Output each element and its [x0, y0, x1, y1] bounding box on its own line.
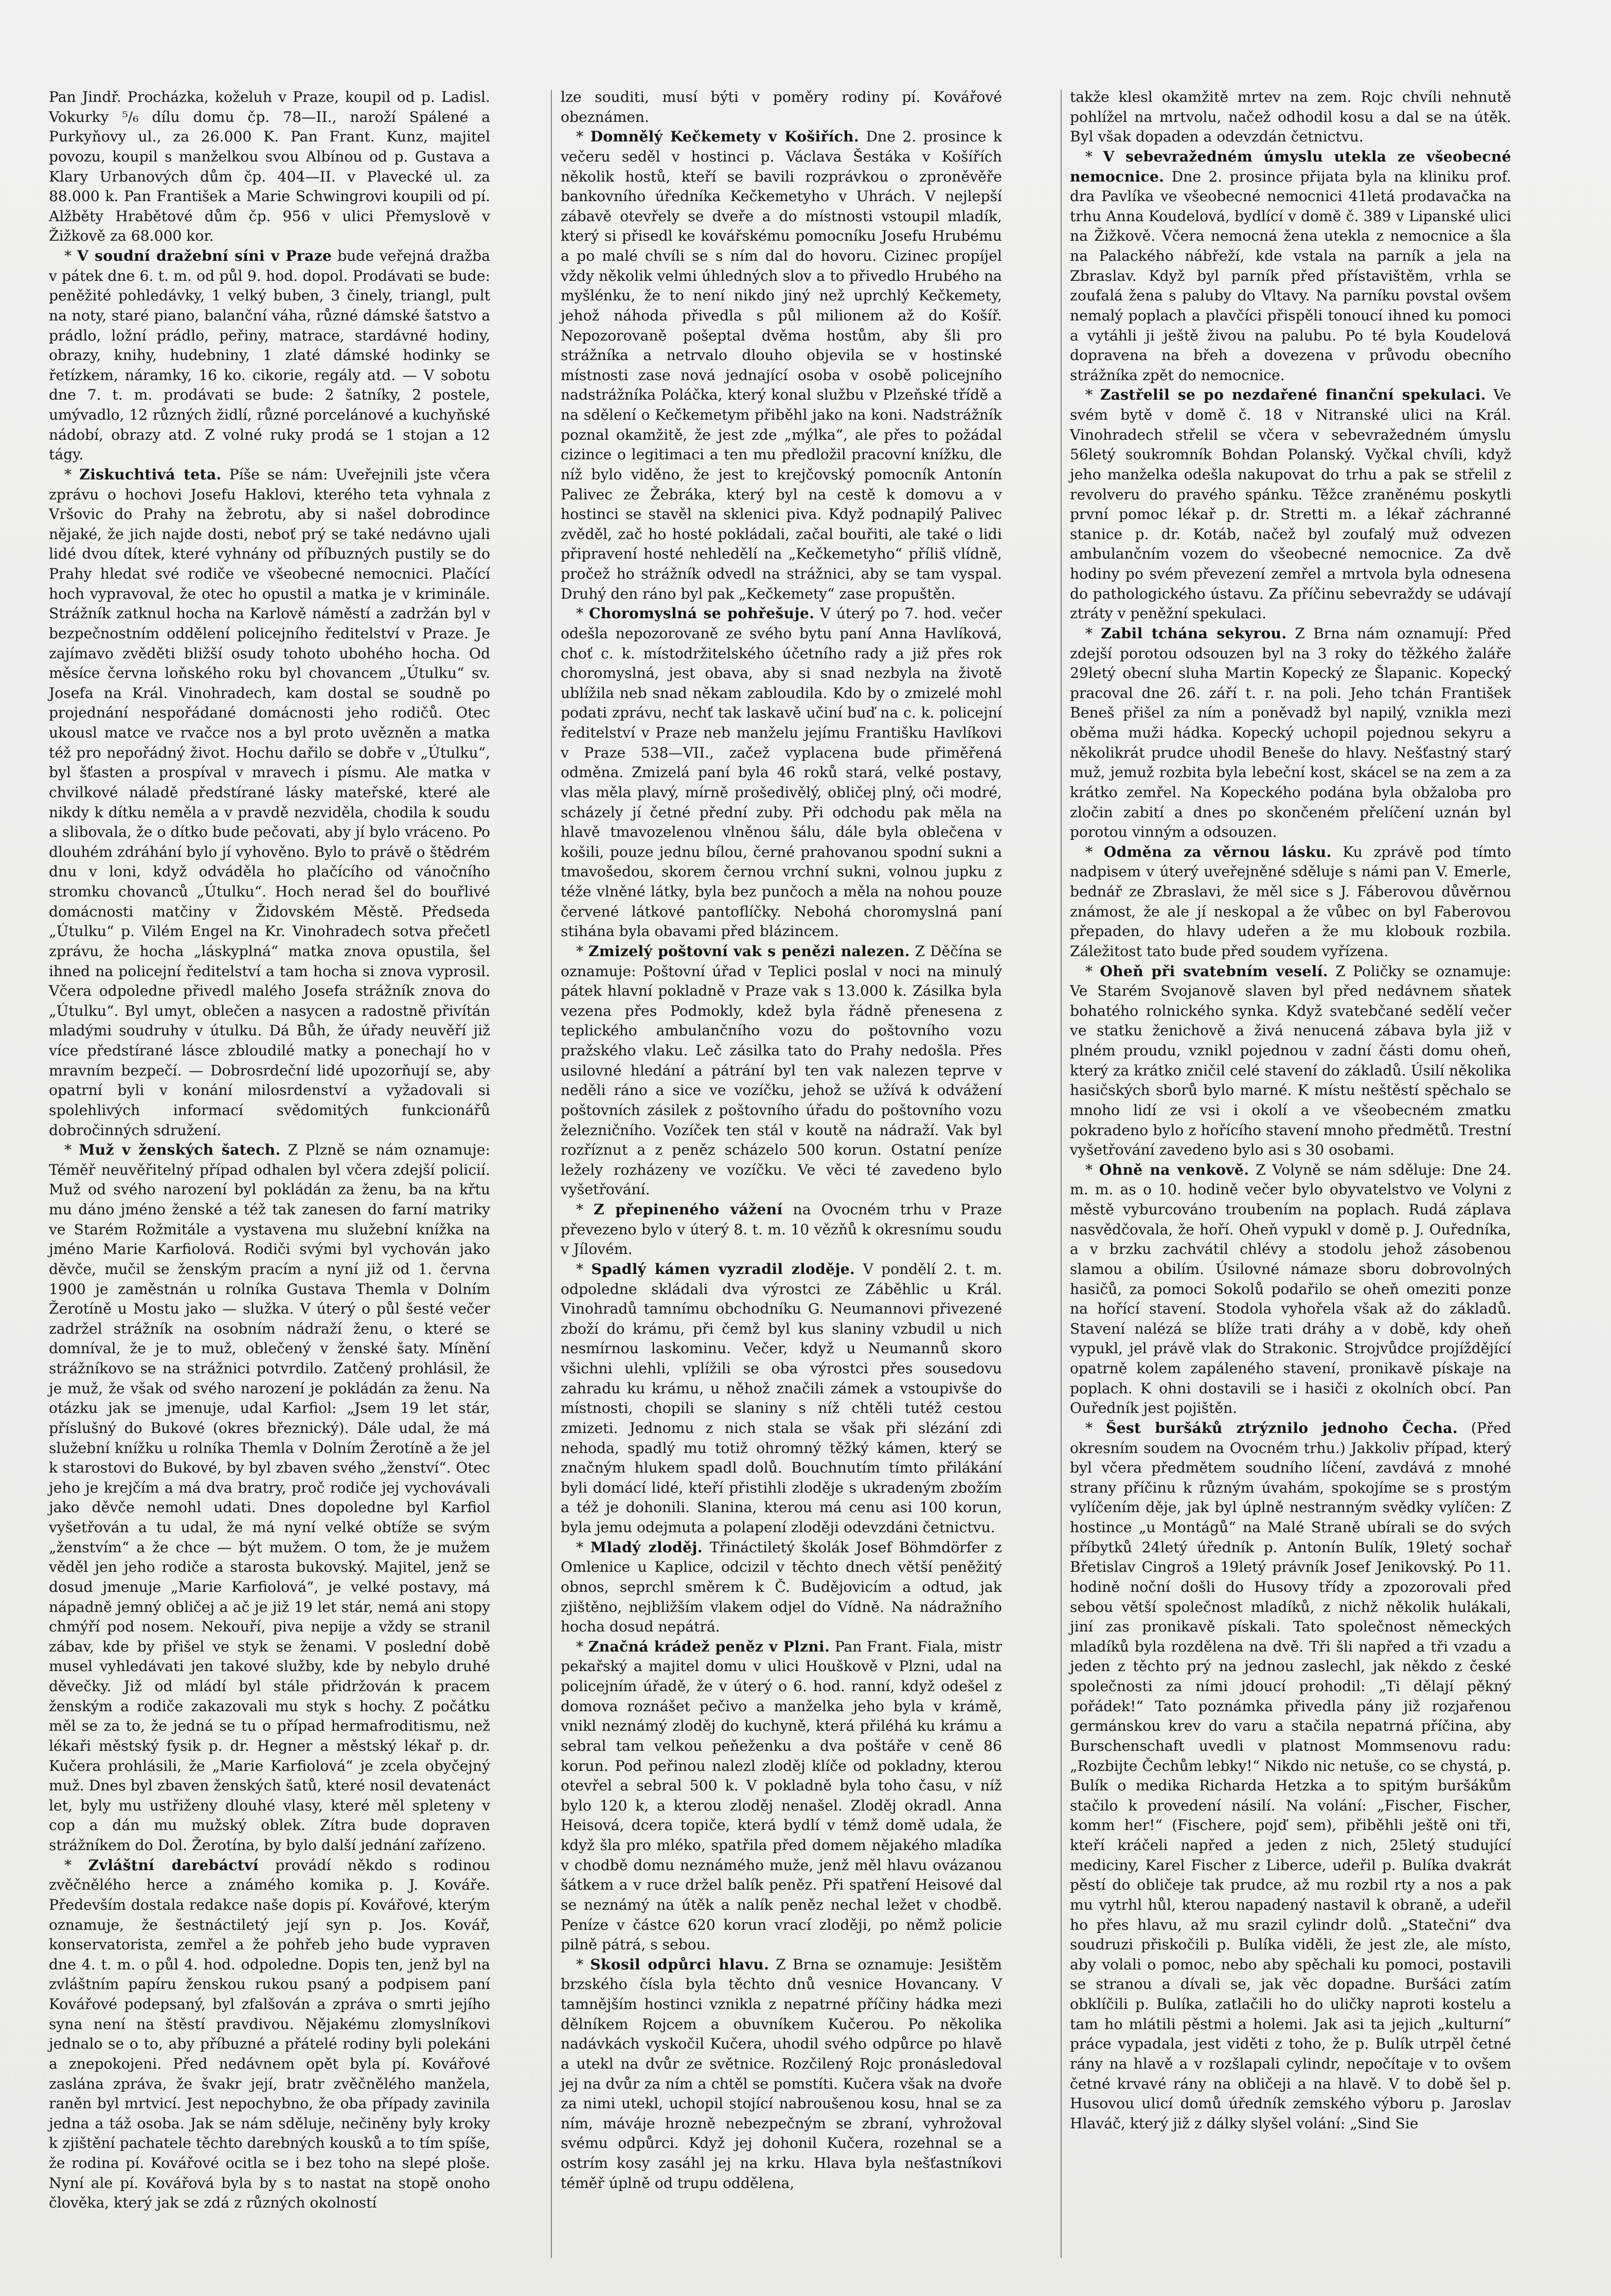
column-rule [1061, 90, 1062, 2258]
article-heading: Skosil odpůrci hlavu. [590, 1956, 769, 1973]
article-heading: Zvláštní darebáctví [88, 1856, 259, 1874]
article-text: Dne 2. prosince přijata byla na kliniku prof. dra Pavlíka ve všeobecné nemocnici 41letá prodavačka na trhu Anna Koudelová, bydlící v domě č. 389 v Lipanské ulici na Žižkově. Včera nemocná žena utekla z nemocnice a šla na Palackého nábřeží, kde vstala na parník a jela na Zbraslav. Když byl parník před přístavištěm, vrhla se zoufalá žena s paluby do Vltavy. Na parníku povstal ovšem nemalý poplach a plavčíci přispěli tonoucí ihned ku pomoci a vytáhli ji ještě živou na palubu. Po té byla Koudelová dopravena na břeh a dovezena v průvodu obecního strážníka zpět do nemocnice. [1070, 168, 1511, 384]
article-heading: Odměna za věrnou lásku. [1103, 843, 1332, 860]
article-text: bude veřejná dražba v pátek dne 6. t. m. od půl 9. hod. dopol. Prodávati se bude: peněžité pohledávky, 1 velký buben, 3 činely, triangl, pult na noty, staré piano, balanční váha, různé dámské šatstvo a prádlo, ložní prádlo, peřiny, matrace, stardávné hodiny, obrazy, knihy, hudebniny, 1 zlaté dámské hodinky se řetízkem, náramky, 16 ko. cikorie, regály atd. — V sobotu dne 7. t. m. prodávati se bude: 2 šatníky, 2 postele, umývadlo, 12 různých židlí, různé porcelánové a kuchyňské nádobí, obrazy atd. Z volné ruky prodá se 1 stojan a 12 tágy. [49, 247, 490, 463]
article-text: lze souditi, musí býti v poměry rodiny pí. Kovářové obeznámen. [561, 88, 1002, 125]
news-paragraph: * Spadlý kámen vyzradil zloděje. V pondělí 2. t. m. odpoledne skládali dva výrostci ze Záběhlic u Král. Vinohradů tamnímu obchodníku G. Neumannovi přivezené zboží do krámu, při čemž byl kus slaniny vzbudil u nich nesmírnou laskominu. Večer, když u Neumannů skoro všichni ulehli, vplížili se oba výrostci přes sousedovu zahradu ku krámu, u něhož značili zámek a vstoupivše do místnosti, chopili se slaniny s níž chtěli tutéž cestou zmizeti. Jednomu z nich stala se však při slézání zdi nehoda, spadlý mu totiž ohromný těžký kámen, který se značným hlukem spadl dolů. Bouchnutím tímto přilákání byli domácí lidé, kteří přistihli zloděje s ukradeným zbožím a též je dohonili. Slanina, kterou má cenu asi 100 korun, byla jemu odejmuta a polapení zloději odevzdáni četnictvu. [561, 1260, 1002, 1536]
news-paragraph: * Zmizelý poštovní vak s penězi nalezen. Z Děčína se oznamuje: Poštovní úřad v Teplici poslal v noci na minulý pátek hlavní pokladně v Praze vak s 13.000 k. Zásilka byla vezena přes Podmokly, kdež byla řádně přenesena z teplického ambulančního vozu do poštovního vozu pražského vlaku. Leč zásilka tato do Prahy nedošla. Přes usilovné hledání a pátrání byl ten vak nalezen teprve v neděli ráno a sice ve vozíčku, jehož se užívá k odvážení poštovních zásilek z poštovního úřadu do poštovního vozu železničního. Vozíček ten stál v koutě na nádraží. Vak byl rozříznut a z peněz scházelo 500 korun. Ostatní peníze ležely rozházeny ve vozíčku. Ve věci té zavedeno bylo vyšetřování. [561, 942, 1003, 1198]
article-text: Z Plzně se nám oznamuje: Téměř neuvěřitelný případ odhalen byl včera zdejší policií. Muž od svého narození byl pokládán za ženu, ba na křtu mu dáno jméno ženské a též tak zanesen do farní matriky ve Starém Rožmitále a vystavena mu služební knížka na jméno Marie Karfiolová. Rodiči svými byl vychován jako děvče, mučil se ženským pracím a nyní již od 1. června 1900 je zaměstnán u rolníka Gustava Themla v Dolním Žerotíně u Mostu jako — služka. V úterý o půl šesté večer zadržel strážník na osobním nádraží ženu, o které se domníval, že je to muž, oblečený v ženské šaty. Mínění strážníkovo se na strážnici potvrdilo. Zatčený prohlásil, že je muž, že však od svého narození je pokládán za ženu. Na otázku jak se jmenuje, udal Karfiol: „Jsem 19 let stár, příslušný do Bukové (okres březnický). Dále udal, že má služební knížku u rolníka Themla v Dolním Žerotíně a že jel k starostovi do Bukové, by byl zbaven svého „ženství“. Otec jeho je krejčím a má dva bratry, proč rodiče jej vychovávali jako děvče nemohl udati. Dnes dopoledne byl Karfiol vyšetřován a tu udal, že má nyní velké obtíže se svým „ženstvím“ a že chce — být mužem. O tom, že je mužem věděl jen jeho rodiče a starosta bukovský. Majitel, jenž se dosud jmenuje „Marie Karfiolová“, je velké postavy, má nápadně jemný obličej a ač je již 19 let stár, nemá ani stopy chmýří pod nosem. Nekouří, piva nepije a vždy se stranil zábav, kde by přišel ve styk se ženami. V poslední době musel vyhledávati jen takové služby, kde by nebylo druhé děvečky. Již od mládí byl stále přidržován k pracem ženským a rodiče zakazovali mu styk s hochy. Z počátku měl se za to, že jedná se tu o případ hermafroditismu, než lékaři městský fysik p. dr. Hegner a městský lékař p. dr. Kučera prohlásili, že „Marie Karfiolová“ je zcela obyčejný muž. Dnes byl zbaven ženských šatů, které nosil devatenáct let, byly mu ustřiženy dlouhé vlasy, které měl spleteny v cop a dán mu mužský oblek. Zítra bude dopraven strážníkem do Dol. Žerotína, by bylo další jednání zařízeno. [49, 1141, 490, 1854]
article-heading: V sebevražedném úmyslu utekla ze všeobecné nemocnice. [1070, 148, 1511, 185]
column-3 [1070, 87, 1511, 2133]
article-text: Z Děčína se oznamuje: Poštovní úřad v Teplici poslal v noci na minulý pátek hlavní pokladně v Praze vak s 13.000 k. Zásilka byla vezena přes Podmokly, kdež byla řádně přenesena z teplického ambulančního vozu do poštovního vozu pražského vlaku. Leč zásilka tato do Prahy nedošla. Přes usilovné hledání a pátrání byl ten vak nalezen teprve v neděli ráno a sice ve vozíčku, jehož se užívá k odvážení poštovních zásilek z poštovního úřadu do poštovního vozu železničního. Vozíček ten stál v koutě na nádraží. Vak byl rozříznut a z peněz scházelo 500 korun. Ostatní peníze ležely rozházeny ve vozíčku. Ve věci té zavedeno bylo vyšetřování. [561, 942, 1003, 1198]
article-heading: Domnělý Kečkemety v Košiřích. [590, 128, 860, 146]
article-heading: Oheň při svatebním veselí. [1100, 962, 1328, 980]
article-heading: Muž v ženských šatech. [79, 1141, 281, 1159]
article-text: na Ovocném trhu v Praze převezeno bylo v úterý 8. t. m. 10 vězňů k okresnímu soudu v Jílovém. [561, 1201, 1002, 1258]
news-paragraph: * Choromyslná se pohřešuje. V úterý po 7. hod. večer odešla nepozorovaně ze svého bytu paní Anna Havlíková, choť c. k. místodržitelského účetního rady a již přes rok choromyslná, jest obava, aby si snad nezbyla na životě ublížila neb snad někam zabloudila. Kdo by o zmizelé mohl podati zprávu, nechť tak laskavě učiní buď na c. k. policejní ředitelství v Praze neb manželu jejímu Františku Havlíkovi v Praze 538—VII., začež vyplacena bude přiměřená odměna. Zmizelá paní byla 46 roků stará, velké postavy, vlas měla plavý, mírně prošedivělý, obličej plný, oči modré, scházely jí četné přední zuby. Při odchodu pak měla na hlavě tmavozelenou vlněnou šálu, dále byla oblečena v košili, pouze jednu bílou, černé prahovanou spodní sukni a tmavošedou, skorem černou vrchní sukni, volnou jupku z téže vlněné látky, byla bez punčoch a měla na nohou pouze červené látkové pantoflíčky. Nebohá choromyslná paní stihána byla obavami před blázincem. [561, 605, 1002, 940]
news-paragraph [561, 87, 1002, 127]
news-paragraph: * Skosil odpůrci hlavu. Z Brna se oznamuje: Jesištěm brzského čísla byla těchto dnů vesnice Hovancany. V tamnějším hostinci vznikla z nepatrné příčiny hádka mezi dělníkem Rojcem a obuvníkem Kučerou. Po několika nadávkách vyskočil Kučera, uhodil svého odpůrce po hlavě a utekl na dvůr ze světnice. Rozčilený Rojc pronásledoval jej na dvůr za ním a chtěl se pomstíti. Kučera však na dvoře za nimi utekl, uchopil stojící nabroušenou kosu, hnal se za ním, máváje hrozně nebezpečným se zbraní, vyhrožoval svému odpůrci. Když jej dohonil Kučera, rozehnal se a ostrím kosy zasáhl jej na krku. Hlava byla nešťastníkovi téměř úplně od trupu oddělena, [561, 1956, 1002, 2192]
article-text: Z Poličky se oznamuje: Ve Starém Svojanově slaven byl před nedávnem sňatek bohatého rolnického synka. Když svatebčané sedělí večer ve statku ženichově a živá nenucená zábava byla již v plném proudu, vznikl pojednou v zadní části domu oheň, který za krátko zničil celé stavení do základů. Úsilí několika hasičských sborů bylo marné. K místu neštěstí spěchalo se mnoho lidí ze vsi i okolí a ve všeobecném zmatku pokradeno bylo z hořícího stavení mnoho předmětů. Trestní vyšetřování zavedeno bylo asi s 30 osobami. [1070, 962, 1511, 1159]
article-text: Třináctiletý školák Josef Böhmdörfer z Omlenice u Kaplice, odcizil v těchto dnech větší peněžitý obnos, seprchl směrem k Č. Budějovicím a odtud, jak zjištěno, nejbližším vlakem odjel do Vídně. Na nádražního hocha dosud nepátrá. [561, 1538, 1003, 1636]
article-heading: Šest buršáků ztrýznilo jednoho Čecha. [1105, 1419, 1458, 1437]
article-heading: Ohně na venkově. [1099, 1161, 1249, 1178]
article-heading: V soudní dražební síni v Praze [77, 247, 332, 264]
article-heading: Z přepineného vážení [594, 1201, 783, 1218]
news-paragraph: * Mladý zloděj. Třináctiletý školák Josef Böhmdörfer z Omlenice u Kaplice, odcizil v těchto dnech větší peněžitý obnos, seprchl směrem k Č. Budějovicím a odtud, jak zjištěno, nejbližším vlakem odjel do Vídně. Na nádražního hocha dosud nepátrá. [561, 1538, 1003, 1636]
news-paragraph: * Odměna za věrnou lásku. Ku zprávě pod tímto nadpisem v úterý uveřejněné sděluje s námi pan V. Emerle, bednář ze Zbraslavi, že měl sice s J. Fáberovou důvěrnou známost, že ale jí neskopal a že vůbec on byl Faberovou přepaden, do hlavy udeřen a že mu klobouk rozbila. Záležitost tato bude před soudem vyřízena. [1070, 843, 1511, 960]
news-paragraph: * Oheň při svatebním veselí. Z Poličky se oznamuje: Ve Starém Svojanově slaven byl před nedávnem sňatek bohatého rolnického synka. Když svatebčané sedělí večer ve statku ženichově a živá nenucená zábava byla již v plném proudu, vznikl pojednou v zadní části domu oheň, který za krátko zničil celé stavení do základů. Úsilí několika hasičských sborů bylo marné. K místu neštěstí spěchalo se mnoho lidí ze vsi i okolí a ve všeobecném zmatku pokradeno bylo z hořícího stavení mnoho předmětů. Trestní vyšetřování zavedeno bylo asi s 30 osobami. [1070, 962, 1511, 1159]
article-text: V úterý po 7. hod. večer odešla nepozorovaně ze svého bytu paní Anna Havlíková, choť c. k. místodržitelského účetního rady a již přes rok choromyslná, jest obava, aby si snad nezbyla na životě ublížila neb snad někam zabloudila. Kdo by o zmizelé mohl podati zprávu, nechť tak laskavě učiní buď na c. k. policejní ředitelství v Praze neb manželu jejímu Františku Havlíkovi v Praze 538—VII., začež vyplacena bude přiměřená odměna. Zmizelá paní byla 46 roků stará, velké postavy, vlas měla plavý, mírně prošedivělý, obličej plný, oči modré, scházely jí četné přední zuby. Při odchodu pak měla na hlavě tmavozelenou vlněnou šálu, dále byla oblečena v košili, pouze jednu bílou, černé prahovanou spodní sukni a tmavošedou, skorem černou vrchní sukni, volnou jupku z téže vlněné látky, byla bez punčoch a měla na nohou pouze červené látkové pantoflíčky. Nebohá choromyslná paní stihána byla obavami před blázincem. [561, 605, 1002, 940]
news-paragraph: * Domnělý Kečkemety v Košiřích. Dne 2. prosince k večeru seděl v hostinci p. Václava Šestáka v Košířích několik hostů, kteří se bavili rozprávkou o zproněvěře bankovního úředníka Kečkemetyho v Uhrách. V nejlepší zábavě otevřely se dveře a do místnosti vstoupil mladík, který si přisedl ke kovářskému pomocníku Josefu Hrubému a po malé chvíli se s ním dal do hovoru. Cizinec propíjel vždy několik velmi úhledných slov a to přivedlo Hrubého na myšlénku, že to není nikdo jiný než uprchlý Kečkemety, jehož náhoda přivedla s půl milionem až do Košíř. Nepozorovaně pošeptal dvěma hostům, aby šli pro strážníka a netrvalo dlouho objevila se v hostinské místnosti zase nová jednající osoba v osobě policejního nadstrážníka Poláčka, který konal službu v Plzeňské třídě a na sdělení o Kečkemetym přiběhl jako na koni. Nadstrážník poznal okamžitě, že jest zde „mýlka“, ale přes to požádal cizince o legitimaci a ten mu předložil pracovní knížku, dle níž bylo viděno, že jest to krejčovský pomocník Antonín Palivec ze Žebráka, který byl na cestě k domovu a v hostinci se stavěl na sklenici piva. Když podnapilý Palivec zvěděl, zač ho hosté pokládali, začal bouřiti, ale také o lidi připravení hosté nehledělí na „Kečkemetyho“ příliš vlídně, pročež ho strážník odvedl na strážnici, aby se tam vyspal. Druhý den ráno byl pak „Kečkemety“ zase propuštěn. [561, 128, 1002, 602]
article-heading: Choromyslná se pohřešuje. [589, 605, 815, 622]
news-paragraph: * V sebevražedném úmyslu utekla ze všeobecné nemocnice. Dne 2. prosince přijata byla na kliniku prof. dra Pavlíka ve všeobecné nemocnici 41letá prodavačka na trhu Anna Koudelová, bydlící v domě č. 389 v Lipanské ulici na Žižkově. Včera nemocná žena utekla z nemocnice a šla na Palackého nábřeží, kde vstala na parník a jela na Zbraslav. Když byl parník před přístavištěm, vrhla se zoufalá žena s paluby do Vltavy. Na parníku povstal ovšem nemalý poplach a plavčíci přispěli tonoucí ihned ku pomoci a vytáhli ji ještě živou na palubu. Po té byla Koudelová dopravena na břeh a dovezena v průvodu obecního strážníka zpět do nemocnice. [1070, 148, 1511, 384]
article-heading: Ziskuchtivá teta. [79, 465, 222, 483]
article-heading: Mladý zloděj. [590, 1538, 703, 1556]
news-paragraph: * Šest buršáků ztrýznilo jednoho Čecha. (Před okresním soudem na Ovocném trhu.) Jakkoliv případ, který byl včera předmětem soudního líčení, zavdává z mnohé strany příčinu k různým úvahám, spokojíme se s prostým vylíčením děje, jak byl úplně nestranným svědky vylíčen: Z hostince „u Montágů“ na Malé Straně ubírali se do svých příbytků 24letý úředník p. Antonín Bulík, 19letý sochař Břetislav Cingroš a 19letý právník Josef Jenikovský. Po 11. hodině noční došli do Husovy třídy a zpozorovali před sebou větší společnost mladíků, z nichž několik hulákali, jiní zas pronikavě pískali. Tato společnost německých mladíků byla rozdělena na dvě. Tři šli napřed a tři vzadu a jeden z těchto prý na jednou zaslechl, jak někdo z české společnosti za ními jdoucí prohodil: „Ti dělají pěkný pořádek!“ Tato poznámka přivedla pány již rozjařenou germánskou krev do varu a stačila nepatrná příčina, aby Burschenschaft uvedli v platnost Mommsenovu radu: „Rozbijte Čechům lebky!“ Nikdo nic netuše, co se chystá, p. Bulík o medika Richarda Hetzka a to spitým buršákům stačilo k provedení násilí. Na volání: „Fischer, Fischer, komm her!“ (Fischere, pojď sem), přiběhli ještě oni tři, kteří kráčeli napřed a jeden z nich, 25letý studující mediciny, Karel Fischer z Liberce, udeřil p. Bulíka dvakrát pěstí do obličeje tak prudce, až mu rozbil rty a nos a pak mu vytrhl hůl, kterou napadený nastavil k obraně, a udeřil ho přes hlavu, až mu srazil cylindr dolů. „Statečni“ dva soudruzi přiskočili p. Bulíka viděli, že jest zle, ale místo, aby volali o pomoc, nebo aby spěchali ku pomoci, postavili se stranou a dívali se, jak věc dopadne. Buršáci zatím obklíčili p. Bulíka, zatlačili ho do uličky naproti kostelu a tam ho mlátili pěstmi a holemi. Jak asi ta jejich „kulturní“ práce vypadala, jest viděti z toho, že p. Bulík utrpěl četné rány na hlavě a v rozšlapali cylindr, nepočítaje v to ovšem četné krvavé rány na obličeji a na hlavě. V to době šel p. Husovou ulicí domů úředník zemského výboru p. Jaroslav Hlaváč, který již z dálky slyšel volání: „Sind Sie [1070, 1419, 1511, 2132]
article-text: (Před okresním soudem na Ovocném trhu.) Jakkoliv případ, který byl včera předmětem soudního líčení, zavdává z mnohé strany příčinu k různým úvahám, spokojíme se s prostým vylíčením děje, jak byl úplně nestranným svědky vylíčen: Z hostince „u Montágů“ na Malé Straně ubírali se do svých příbytků 24letý úředník p. Antonín Bulík, 19letý sochař Břetislav Cingroš a 19letý právník Josef Jenikovský. Po 11. hodině noční došli do Husovy třídy a zpozorovali před sebou větší společnost mladíků, z nichž několik hulákali, jiní zas pronikavě pískali. Tato společnost německých mladíků byla rozdělena na dvě. Tři šli napřed a tři vzadu a jeden z těchto prý na jednou zaslechl, jak někdo z české společnosti za ními jdoucí prohodil: „Ti dělají pěkný pořádek!“ Tato poznámka přivedla pány již rozjařenou germánskou krev do varu a stačila nepatrná příčina, aby Burschenschaft uvedli v platnost Mommsenovu radu: „Rozbijte Čechům lebky!“ Nikdo nic netuše, co se chystá, p. Bulík o medika Richarda Hetzka a to spitým buršákům stačilo k provedení násilí. Na volání: „Fischer, Fischer, komm her!“ (Fischere, pojď sem), přiběhli ještě oni tři, kteří kráčeli napřed a jeden z nich, 25letý studující mediciny, Karel Fischer z Liberce, udeřil p. Bulíka dvakrát pěstí do obličeje tak prudce, až mu rozbil rty a nos a pak mu vytrhl hůl, kterou napadený nastavil k obraně, a udeřil ho přes hlavu, až mu srazil cylindr dolů. „Statečni“ dva soudruzi přiskočili p. Bulíka viděli, že jest zle, ale místo, aby volali o pomoc, nebo aby spěchali ku pomoci, postavili se stranou a dívali se, jak věc dopadne. Buršáci zatím obklíčili p. Bulíka, zatlačili ho do uličky naproti kostelu a tam ho mlátili pěstmi a holemi. Jak asi ta jejich „kulturní“ práce vypadala, jest viděti z toho, že p. Bulík utrpěl četné rány na hlavě a v rozšlapali cylindr, nepočítaje v to ovšem četné krvavé rány na obličeji a na hlavě. V to době šel p. Husovou ulicí domů úředník zemského výboru p. Jaroslav Hlaváč, který již z dálky slyšel volání: „Sind Sie [1070, 1419, 1511, 2132]
news-paragraph: * Ohně na venkově. Z Volyně se nám sděluje: Dne 24. m. m. as o 10. hodině večer bylo obyvatelstvo ve Volyni z městě vyburcováno troubením na poplach. Rudá záplava nasvědčovala, že hoří. Oheň vypukl v domě p. J. Ouředníka, a v brzku zachvátil chlévy a stodolu jehož zásobenou slamou a obilím. Úsilovné námaze sboru dobrovolných hasičů, za pomoci Sokolů podařilo se oheň omeziti ponze na hořící stavení. Stodola vyhořela však až do základů. Stavení nalézá se blíže trati dráhy a v době, kdy oheň vypukl, jel právě vlak do Strakonic. Strojvůdce projíždějící opatrně kolem zapáleného stavení, pronikavě pískaje na poplach. K ohni dostavili se i hasiči z okolních obcí. Pan Ouředník jest pojištěn. [1070, 1161, 1511, 1417]
article-text: Pan Jindř. Procházka, koželuh v Praze, koupil od p. Ladisl. Vokurky ⁵/₆ dílu domu čp. 78—II., naroží Spálené a Purkyňovy ul., za 26.000 K. Pan Frant. Kunz, majitel povozu, koupil s manželkou svou Albínou od p. Gustava a Klary Urbanových dům čp. 404—II. v Plavecké ul. za 88.000 k. Pan František a Marie Schwingrovi koupili od pí. Alžběty Hrabětové dům čp. 956 v ulici Přemyslově v Žižkově za 68.000 kor. [49, 88, 490, 245]
article-text: V pondělí 2. t. m. odpoledne skládali dva výrostci ze Záběhlic u Král. Vinohradů tamnímu obchodníku G. Neumannovi přivezené zboží do krámu, při čemž byl kus slaniny vzbudil u nich nesmírnou laskominu. Večer, když u Neumannů skoro všichni ulehli, vplížili se oba výrostci přes sousedovu zahradu ku krámu, u něhož značili zámek a vstoupivše do místnosti, chopili se slaniny s níž chtěli tutéž cestou zmizeti. Jednomu z nich stala se však při slézání zdi nehoda, spadlý mu totiž ohromný těžký kámen, který se značným hlukem spadl dolů. Bouchnutím tímto přilákání byli domácí lidé, kteří přistihli zloděje s ukradeným zbožím a též je dohonili. Slanina, kterou má cenu asi 100 korun, byla jemu odejmuta a polapení zloději odevzdáni četnictvu. [561, 1260, 1002, 1536]
article-text: Z Volyně se nám sděluje: Dne 24. m. m. as o 10. hodině večer bylo obyvatelstvo ve Volyni z městě vyburcováno troubením na poplach. Rudá záplava nasvědčovala, že hoří. Oheň vypukl v domě p. J. Ouředníka, a v brzku zachvátil chlévy a stodolu jehož zásobenou slamou a obilím. Úsilovné námaze sboru dobrovolných hasičů, za pomoci Sokolů podařilo se oheň omeziti ponze na hořící stavení. Stodola vyhořela však až do základů. Stavení nalézá se blíže trati dráhy a v době, kdy oheň vypukl, jel právě vlak do Strakonic. Strojvůdce projíždějící opatrně kolem zapáleného stavení, pronikavě pískaje na poplach. K ohni dostavili se i hasiči z okolních obcí. Pan Ouředník jest pojištěn. [1070, 1161, 1511, 1417]
article-heading: Zastřelil se po nezdařené finanční spekulaci. [1100, 386, 1486, 404]
column-rule [551, 90, 552, 2258]
news-paragraph: * Zabil tchána sekyrou. Z Brna nám oznamují: Před zdejší porotou odsouzen byl na 3 roky do těžkého žaláře 29letý obecní sluha Martin Kopecký ze Šlapanic. Kopecký pracoval dne 26. září t. r. na poli. Jeho tchán František Beneš přišel za ním a poněvadž byl napilý, vznikla mezi oběma muži hádka. Kopecký uchopil pojednou sekyru a několikrát prudce uhodil Beneše do hlavy. Nešťastný starý muž, jemuž rozbita byla lebeční kost, skácel se na zem a za krátko zemřel. Na Kopeckého podána byla obžaloba pro zločin zabití a dnes po skončeném přelíčení uznán byl porotou vinným a odsouzen. [1070, 624, 1512, 841]
news-paragraph: * Zastřelil se po nezdařené finanční spekulaci. Ve svém bytě v domě č. 18 v Nitranské ulici na Král. Vinohradech střelil se včera v sebevražedném úmyslu 56letý soukromník Bohdan Polanský. Vyčkal chvíli, když jeho manželka odešla nakupovat do trhu a pak se střelil z revolveru do pravého spánku. Těžce zraněnému poskytli první pomoc lékař p. dr. Stretti m. a lékař záchranné stanice p. dr. Kotáb, načež byl zoufalý muž odvezen ambulančním vozem do všeobecné nemocnice. Za dvě hodiny po svém převezení zemřel a mrtvola byla odnesena do pathologického ústavu. Za příčinu sebevraždy se udávají ztráty v peněžní spekulaci. [1070, 386, 1511, 622]
news-paragraph: * Zvláštní darebáctví provádí někdo s rodinou zvěčnělého herce a známého komika p. J. Kováře. Především dostala redakce naše dopis pí. Kovářové, kterým oznamuje, že šestnáctiletý její syn p. Jos. Kovář, konservatorista, zemřel a že pohřeb jeho bude vypraven dne 4. t. m. o půl 4. hod. odpoledne. Dopis ten, jenž byl na zvláštním papíru ženskou rukou psaný a podpisem paní Kovářové podepsaný, byl zfalšován a zpráva o smrti jejího syna není na štěstí pravdivou. Nějakému zlomyslníkovi jednalo se o to, aby příbuzné a přátelé rodiny byli polekáni a znepokojeni. Před nedávnem opět byla pí. Kovářové zaslána zpráva, že švakr její, bratr zvěčnělého manžela, raněn byl mrtvicí. Jest nepochybno, že oba případy zavinila jedna a táž osoba. Jak se nám sděluje, nečiněny byly kroky k zjištění pachatele těchto darebných kousků a to tím spíše, že rodina pí. Kovářové ocitla se i bez toho na slepé ploše. Nyní ale pí. Kovářová byla by s to nastat na stopě onoho člověka, který jak se zdá z různých okolností [49, 1856, 490, 2212]
news-paragraph: * Z přepineného vážení na Ovocném trhu v Praze převezeno bylo v úterý 8. t. m. 10 vězňů k okresnímu soudu v Jílovém. [561, 1201, 1002, 1258]
news-paragraph: * Ziskuchtivá teta. Píše se nám: Uveřejnili jste včera zprávu o hochovi Josefu Haklovi, kterého teta vyhnala z Vršovic do Prahy na žebrotu, aby si našel dobrodince nějaké, že jich najde dosti, neboť prý se také nedávno ujali lidé dvou dítek, které vyhnány od příbuzných pustily se do Prahy hledat své rodiče ve všeobecné nemocnici. Plačící hoch vypravoval, že otec ho opustil a matka je v kriminále. Strážník zatknul hocha na Karlově náměstí a zadržán byl v bezpečnostním oddělení policejního ředitelství v Praze. Je zajímavo zvěděti bližší osudy tohoto ubohého hocha. Od měsíce června loňského roku byl chovancem „Útulku“ sv. Josefa na Král. Vinohradech, kam dostal se soudně po projednání nespořádané domácnosti jeho rodičů. Otec ukousl matce ve rvačce nos a byl proto uvězněn a matka též pro nepořádný život. Hochu dařilo se dobře v „Útulku“, byl šťasten a prospíval v mravech i písmu. Ale matka v chvilkové náladě předstírané lásky mateřské, které ale nikdy k dítku neměla a v pravdě nezviděla, chodila k soudu a slibovala, že o dítko bude pečovati, aby jí bylo vráceno. Po dlouhém zdráhání bylo jí vyhověno. Bylo to právě o štědrém dnu v loni, když odváděla ho plačícího od vánočního stromku chovanců „Útulku“. Hoch nerad šel do bouřlivé domácnosti matčiny v Židovském Městě. Předseda „Útulku“ p. Vilém Engel na Kr. Vinohradech sotva přečetl zprávu, že hocha „láskyplná“ matka znova opustila, šel ihned na policejní ředitelství a tam hocha si znova vyprosil. Včera odpoledne přivedl malého Josefa strážník znova do „Útulku“. Byl umyt, oblečen a nasycen a radostně přivítán mladými soudruhy v útulku. Dá Bůh, že úřady neuvěří již více předstírané lásce zbloudilé matky a ponechají ho v mravním bezpečí. — Dobrosrdeční lidé upozorňují se, aby opatrní byli v konání milosrdenství a vyžadovali si spolehlivých informací svědomitých funkcionářů dobročinných sdružení. [49, 465, 490, 1139]
column-2 [561, 87, 1002, 2193]
article-text: Ku zprávě pod tímto nadpisem v úterý uveřejněné sděluje s námi pan V. Emerle, bednář ze Zbraslavi, že měl sice s J. Fáberovou důvěrnou známost, že ale jí neskopal a že vůbec on byl Faberovou přepaden, do hlavy udeřen a že mu klobouk rozbila. Záležitost tato bude před soudem vyřízena. [1070, 843, 1511, 960]
article-text: Dne 2. prosince k večeru seděl v hostinci p. Václava Šestáka v Košířích několik hostů, kteří se bavili rozprávkou o zproněvěře bankovního úředníka Kečkemetyho v Uhrách. V nejlepší zábavě otevřely se dveře a do místnosti vstoupil mladík, který si přisedl ke kovářskému pomocníku Josefu Hrubému a po malé chvíli se s ním dal do hovoru. Cizinec propíjel vždy několik velmi úhledných slov a to přivedlo Hrubého na myšlénku, že to není nikdo jiný než uprchlý Kečkemety, jehož náhoda přivedla s půl milionem až do Košíř. Nepozorovaně pošeptal dvěma hostům, aby šli pro strážníka a netrvalo dlouho objevila se v hostinské místnosti zase nová jednající osoba v osobě policejního nadstrážníka Poláčka, který konal službu v Plzeňské třídě a na sdělení o Kečkemetym přiběhl jako na koni. Nadstrážník poznal okamžitě, že jest zde „mýlka“, ale přes to požádal cizince o legitimaci a ten mu předložil pracovní knížku, dle níž bylo viděno, že jest to krejčovský pomocník Antonín Palivec ze Žebráka, který byl na cestě k domovu a v hostinci se stavěl na sklenici piva. Když podnapilý Palivec zvěděl, zač ho hosté pokládali, začal bouřiti, ale také o lidi připravení hosté nehledělí na „Kečkemetyho“ příliš vlídně, pročež ho strážník odvedl na strážnici, aby se tam vyspal. Druhý den ráno byl pak „Kečkemety“ zase propuštěn. [561, 128, 1002, 602]
article-text: provádí někdo s rodinou zvěčnělého herce a známého komika p. J. Kováře. Především dostala redakce naše dopis pí. Kovářové, kterým oznamuje, že šestnáctiletý její syn p. Jos. Kovář, konservatorista, zemřel a že pohřeb jeho bude vypraven dne 4. t. m. o půl 4. hod. odpoledne. Dopis ten, jenž byl na zvláštním papíru ženskou rukou psaný a podpisem paní Kovářové podepsaný, byl zfalšován a zpráva o smrti jejího syna není na štěstí pravdivou. Nějakému zlomyslníkovi jednalo se o to, aby příbuzné a přátelé rodiny byli polekáni a znepokojeni. Před nedávnem opět byla pí. Kovářové zaslána zpráva, že švakr její, bratr zvěčnělého manžela, raněn byl mrtvicí. Jest nepochybno, že oba případy zavinila jedna a táž osoba. Jak se nám sděluje, nečiněny byly kroky k zjištění pachatele těchto darebných kousků a to tím spíše, že rodina pí. Kovářové ocitla se i bez toho na slepé ploše. Nyní ale pí. Kovářová byla by s to nastat na stopě onoho člověka, který jak se zdá z různých okolností [49, 1856, 490, 2212]
article-text: Pan Frant. Fiala, mistr pekařský a majitel domu v ulici Houškově v Plzni, udal na policejním úřadě, že v úterý o 6. hod. ranní, když odešel z domova roznášet pečivo a manželka jeho byla v krámě, vnikl neznámý zloděj do kuchyně, která přiléhá ku krámu a sebral tam velkou peňeženku a dva poštáře v ceně 86 korun. Pod peřinou nalezl zloděj klíče od pokladny, kterou otevřel a sebral 500 k. V pokladně byla toho času, v níž bylo 120 k, a kterou zloděj nenašel. Zloděj okradl. Anna Heisová, dcera topiče, která bydlí v témž domě udala, že když šla pro mléko, spatřila před domem nějakého mladíka v chodbě domu neznámého muže, jenž měl hlavu ovázanou šátkem a v ruce držel balík peněz. Při spatření Heisové dal se neznámý na útěk a nalík peněz nechal ležet v chodbě. Peníze v částce 620 korun vrací zloději, po němž policie pilně pátrá, s sebou. [561, 1638, 1002, 1953]
article-text: Z Brna se oznamuje: Jesištěm brzského čísla byla těchto dnů vesnice Hovancany. V tamnějším hostinci vznikla z nepatrné příčiny hádka mezi dělníkem Rojcem a obuvníkem Kučerou. Po několika nadávkách vyskočil Kučera, uhodil svého odpůrce po hlavě a utekl na dvůr ze světnice. Rozčilený Rojc pronásledoval jej na dvůr za ním a chtěl se pomstíti. Kučera však na dvoře za nimi utekl, uchopil stojící nabroušenou kosu, hnal se za ním, máváje hrozně nebezpečným se zbraní, vyhrožoval svému odpůrci. Když jej dohonil Kučera, rozehnal se a ostrím kosy zasáhl jej na krku. Hlava byla nešťastníkovi téměř úplně od trupu oddělena, [561, 1956, 1002, 2192]
article-text: Ve svém bytě v domě č. 18 v Nitranské ulici na Král. Vinohradech střelil se včera v sebevražedném úmyslu 56letý soukromník Bohdan Polanský. Vyčkal chvíli, když jeho manželka odešla nakupovat do trhu a pak se střelil z revolveru do pravého spánku. Těžce zraněnému poskytli první pomoc lékař p. dr. Stretti m. a lékař záchranné stanice p. dr. Kotáb, načež byl zoufalý muž odvezen ambulančním vozem do všeobecné nemocnice. Za dvě hodiny po svém převezení zemřel a mrtvola byla odnesena do pathologického ústavu. Za příčinu sebevraždy se udávají ztráty v peněžní spekulaci. [1070, 386, 1511, 622]
news-paragraph: * V soudní dražební síni v Praze bude veřejná dražba v pátek dne 6. t. m. od půl 9. hod. dopol. Prodávati se bude: peněžité pohledávky, 1 velký buben, 3 činely, triangl, pult na noty, staré piano, balanční váha, různé dámské šatstvo a prádlo, ložní prádlo, peřiny, matrace, stardávné hodiny, obrazy, knihy, hudebniny, 1 zlaté dámské hodinky se řetízkem, náramky, 16 ko. cikorie, regály atd. — V sobotu dne 7. t. m. prodávati se bude: 2 šatníky, 2 postele, umývadlo, 12 různých židlí, různé porcelánové a kuchyňské nádobí, obrazy atd. Z volné ruky prodá se 1 stojan a 12 tágy. [49, 247, 490, 463]
news-paragraph [49, 87, 490, 246]
news-paragraph: * Muž v ženských šatech. Z Plzně se nám oznamuje: Téměř neuvěřitelný případ odhalen byl včera zdejší policií. Muž od svého narození byl pokládán za ženu, ba na křtu mu dáno jméno ženské a též tak zanesen do farní matriky ve Starém Rožmitále a vystavena mu služební knížka na jméno Marie Karfiolová. Rodiči svými byl vychován jako děvče, mučil se ženským pracím a nyní již od 1. června 1900 je zaměstnán u rolníka Gustava Themla v Dolním Žerotíně u Mostu jako — služka. V úterý o půl šesté večer zadržel strážník na osobním nádraží ženu, o které se domníval, že je to muž, oblečený v ženské šaty. Mínění strážníkovo se na strážnici potvrdilo. Zatčený prohlásil, že je muž, že však od svého narození je pokládán za ženu. Na otázku jak se jmenuje, udal Karfiol: „Jsem 19 let stár, příslušný do Bukové (okres březnický). Dále udal, že má služební knížku u rolníka Themla v Dolním Žerotíně a že jel k starostovi do Bukové, by byl zbaven svého „ženství“. Otec jeho je krejčím a má dva bratry, proč rodiče jej vychovávali jako děvče nemohl udati. Dnes dopoledne byl Karfiol vyšetřován a tu udal, že má nyní velké obtíže se svým „ženstvím“ a že chce — být mužem. O tom, že je mužem věděl jen jeho rodiče a starosta bukovský. Majitel, jenž se dosud jmenuje „Marie Karfiolová“, je velké postavy, má nápadně jemný obličej a ač je již 19 let stár, nemá ani stopy chmýří pod nosem. Nekouří, piva nepije a vždy se stranil zábav, kde by přišel ve styk se ženami. V poslední době musel vyhledávati jen takové služby, kde by nebylo druhé děvečky. Již od mládí byl stále přidržován k pracem ženským a rodiče zakazovali mu styk s hochy. Z počátku měl se za to, že jedná se tu o případ hermafroditismu, než lékaři městský fysik p. dr. Hegner a městský lékař p. dr. Kučera prohlásili, že „Marie Karfiolová“ je zcela obyčejný muž. Dnes byl zbaven ženských šatů, které nosil devatenáct let, byly mu ustřiženy dlouhé vlasy, které měl spleteny v cop a dán mu mužský oblek. Zítra bude dopraven strážníkem do Dol. Žerotína, by bylo další jednání zařízeno. [49, 1141, 490, 1854]
article-text: Z Brna nám oznamují: Před zdejší porotou odsouzen byl na 3 roky do těžkého žaláře 29letý obecní sluha Martin Kopecký ze Šlapanic. Kopecký pracoval dne 26. září t. r. na poli. Jeho tchán František Beneš přišel za ním a poněvadž byl napilý, vznikla mezi oběma muži hádka. Kopecký uchopil pojednou sekyru a několikrát prudce uhodil Beneše do hlavy. Nešťastný starý muž, jemuž rozbita byla lebeční kost, skácel se na zem a za krátko zemřel. Na Kopeckého podána byla obžaloba pro zločin zabití a dnes po skončeném přelíčení uznán byl porotou vinným a odsouzen. [1070, 624, 1512, 841]
article-heading: Zabil tchána sekyrou. [1101, 624, 1287, 642]
news-paragraph [1070, 87, 1511, 147]
article-heading: Značná krádež peněz v Plzni. [588, 1638, 830, 1655]
article-text: Píše se nám: Uveřejnili jste včera zprávu o hochovi Josefu Haklovi, kterého teta vyhnala z Vršovic do Prahy na žebrotu, aby si našel dobrodince nějaké, že jich najde dosti, neboť prý se také nedávno ujali lidé dvou dítek, které vyhnány od příbuzných pustily se do Prahy hledat své rodiče ve všeobecné nemocnici. Plačící hoch vypravoval, že otec ho opustil a matka je v kriminále. Strážník zatknul hocha na Karlově náměstí a zadržán byl v bezpečnostním oddělení policejního ředitelství v Praze. Je zajímavo zvěděti bližší osudy tohoto ubohého hocha. Od měsíce června loňského roku byl chovancem „Útulku“ sv. Josefa na Král. Vinohradech, kam dostal se soudně po projednání nespořádané domácnosti jeho rodičů. Otec ukousl matce ve rvačce nos a byl proto uvězněn a matka též pro nepořádný život. Hochu dařilo se dobře v „Útulku“, byl šťasten a prospíval v mravech i písmu. Ale matka v chvilkové náladě předstírané lásky mateřské, které ale nikdy k dítku neměla a v pravdě nezviděla, chodila k soudu a slibovala, že o dítko bude pečovati, aby jí bylo vráceno. Po dlouhém zdráhání bylo jí vyhověno. Bylo to právě o štědrém dnu v loni, když odváděla ho plačícího od vánočního stromku chovanců „Útulku“. Hoch nerad šel do bouřlivé domácnosti matčiny v Židovském Městě. Předseda „Útulku“ p. Vilém Engel na Kr. Vinohradech sotva přečetl zprávu, že hocha „láskyplná“ matka znova opustila, šel ihned na policejní ředitelství a tam hocha si znova vyprosil. Včera odpoledne přivedl malého Josefa strážník znova do „Útulku“. Byl umyt, oblečen a nasycen a radostně přivítán mladými soudruhy v útulku. Dá Bůh, že úřady neuvěří již více předstírané lásce zbloudilé matky a ponechají ho v mravním bezpečí. — Dobrosrdeční lidé upozorňují se, aby opatrní byli v konání milosrdenství a vyžadovali si spolehlivých informací svědomitých funkcionářů dobročinných sdružení. [49, 465, 490, 1139]
article-heading: Spadlý kámen vyzradil zloděje. [591, 1260, 855, 1278]
column-1 [49, 87, 490, 2213]
article-heading: Zmizelý poštovní vak s penězi nalezen. [588, 942, 910, 960]
news-paragraph: * Značná krádež peněz v Plzni. Pan Frant. Fiala, mistr pekařský a majitel domu v ulici Houškově v Plzni, udal na policejním úřadě, že v úterý o 6. hod. ranní, když odešel z domova roznášet pečivo a manželka jeho byla v krámě, vnikl neznámý zloděj do kuchyně, která přiléhá ku krámu a sebral tam velkou peňeženku a dva poštáře v ceně 86 korun. Pod peřinou nalezl zloděj klíče od pokladny, kterou otevřel a sebral 500 k. V pokladně byla toho času, v níž bylo 120 k, a kterou zloděj nenašel. Zloděj okradl. Anna Heisová, dcera topiče, která bydlí v témž domě udala, že když šla pro mléko, spatřila před domem nějakého mladíka v chodbě domu neznámého muže, jenž měl hlavu ovázanou šátkem a v ruce držel balík peněz. Při spatření Heisové dal se neznámý na útěk a nalík peněz nechal ležet v chodbě. Peníze v částce 620 korun vrací zloději, po němž policie pilně pátrá, s sebou. [561, 1638, 1002, 1953]
article-text: takže klesl okamžitě mrtev na zem. Rojc chvíli nehnutě pohlížel na mrtvolu, načež odhodil kosu a dal se na útěk. Byl však dopaden a odevzdán četnictvu. [1070, 88, 1511, 146]
